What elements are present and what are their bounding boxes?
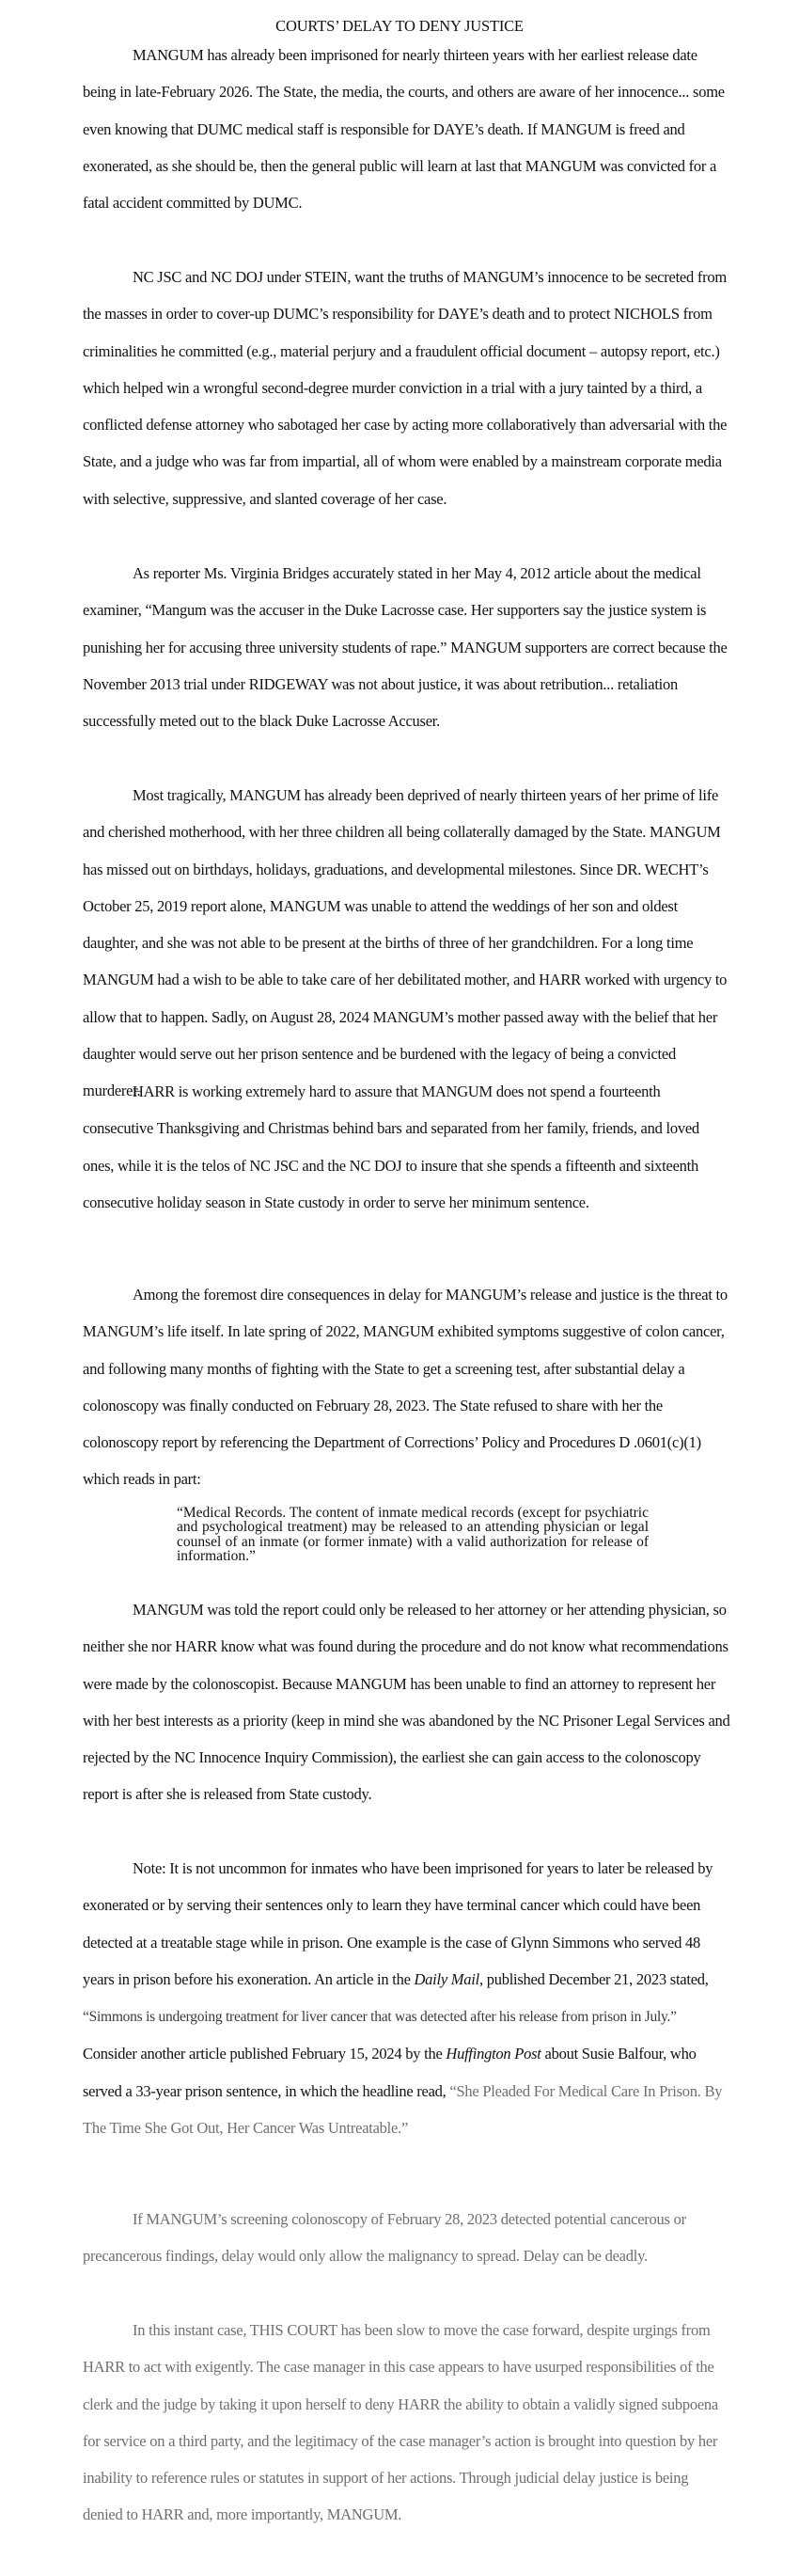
document-title: COURTS’ DELAY TO DENY JUSTICE	[275, 17, 524, 35]
paragraph-delay-deadly: If MANGUM’s screening colonoscopy of February 28, 2023 detected potential cancerous or precancerous findings, delay would only allow the malignancy to spread. Delay can be deadly.	[83, 2210, 686, 2266]
paragraph-colon-cancer: Among the foremost dire consequences in delay for MANGUM’s release and justice is the threat to MANGUM’s life itself. In late spring of 2022, MANGUM exhibited symptoms suggestive of colon cancer, and following many months of fighting with the State to get a screening test, after substantial delay a colonoscopy was finally conducted on February 28, 2023. The State refused to share with her the colonoscopy report by referencing the Department of Corrections’ Policy and Procedures D .0601(c)(1) which reads in part:	[83, 1286, 728, 1489]
publication-daily-mail: Daily Mail	[414, 1969, 479, 1988]
paragraph-holidays: HARR is working extremely hard to assure that MANGUM does not spend a fourteenth consecutive Thanksgiving and Christmas behind bars and separated from her family, friends, and loved ones, while it is the telos of NC JSC and the NC DOJ to insure that she spends a fifteenth and sixteenth consecutive holiday season in State custody in order to serve her minimum sentence.	[83, 1083, 699, 1211]
paragraph-deprived-motherhood: Most tragically, MANGUM has already been deprived of nearly thirteen years of her prime of life and cherished motherhood, with her three children all being collaterally damaged by the State. MANGUM has missed out on birthdays, holidays, graduations, and developmental milestones. Since DR. WECHT’s October 25, 2019 report alone, MANGUM was unable to attend the weddings of her son and oldest daughter, and she was not able to be present at the births of three of her grandchildren. For a long time MANGUM had a wish to be able to take care of her debilitated mother, and HARR worked with urgency to allow that to happen. Sadly, on August 28, 2024 MANGUM’s mother passed away with the belief that her daughter would serve out her prison sentence and be burdened with the legacy of being a convicted murderer.	[83, 786, 728, 1100]
headline-quote: “She Pleaded For Medical Care In Prison. By The Time She Got Out, Her Cancer Was Untreatable.”	[83, 2081, 723, 2138]
paragraph-cover-up: NC JSC and NC DOJ under STEIN, want the truths of MANGUM’s innocence to be secreted from the masses in order to cover-up DUMC’s responsibility for DAYE’s death and to protect NICHOLS from criminalities he committed (e.g., material perjury and a fraudulent official document – autopsy report, etc.) which helped win a wrongful second-degree murder conviction in a trial with a jury tainted by a third, a conflicted defense attorney who sabotaged her case by acting more collaboratively than adversarial with the State, and a judge who was far from impartial, all of whom were enabled by a mainstream corporate media with selective, suppressive, and slanted coverage of her case.	[83, 268, 728, 508]
note-text-1: Note: It is not uncommon for inmates who have been imprisoned for years to later be released by exonerated or by serving their sentences only to learn they have terminal cancer which could have been detected at a treatable stage while in prison. One example is the case of Glynn Simmons who served 48 years in prison before his exoneration. An article in the	[83, 1859, 713, 1988]
publication-huffington-post: Huffington Post	[446, 2045, 541, 2063]
note-text-2: , published December 21, 2023 stated,	[478, 1969, 709, 1988]
paragraph-release-date: MANGUM has already been imprisoned for nearly thirteen years with her earliest release date being in late-February 2026. The State, the media, the courts, and others are aware of her innocence... some even knowing that DUMC medical staff is responsible for DAYE’s death. If MANGUM is freed and exonerated, as she should be, then the general public will learn at last that MANGUM was convicted for a fatal accident committed by DUMC.	[83, 46, 725, 213]
paragraph-court-delay: In this instant case, THIS COURT has been slow to move the case forward, despite urgings from HARR to act with exigently. The case manager in this case appears to have usurped responsibilities of the clerk and the judge by taking it upon herself to deny HARR the ability to obtain a validly signed subpoena for service on a third party, and the legitimacy of the case manager’s action is brought into question by her inability to reference rules or statutes in support of her actions. Through judicial delay justice is being denied to HARR and, more importantly, MANGUM.	[83, 2321, 718, 2524]
note-text-3: Consider another article published February 15, 2024 by the	[83, 2045, 446, 2063]
paragraph-report-release: MANGUM was told the report could only be released to her attorney or her attending physician, so neither she nor HARR know what was found during the procedure and do not know what recommendations were made by the colonoscopist. Because MANGUM has been unable to find an attorney to represent her with her best interests as a priority (keep in mind she was abandoned by the NC Prisoner Legal Services and rejected by the NC Innocence Inquiry Commission), the earliest she can gain access to the colonoscopy report is after she is released from State custody.	[83, 1601, 730, 1804]
policy-block-quote: “Medical Records. The content of inmate medical records (except for psychiatric and psychological treatment) may be released to an attending physician or legal counsel of an inmate (or former inmate) with a valid authorization for release of information.”	[177, 1505, 649, 1564]
simmons-quote: “Simmons is undergoing treatment for liver cancer that was detected after his release from prison in July.”	[83, 2009, 677, 2026]
paragraph-bridges-article: As reporter Ms. Virginia Bridges accurately stated in her May 4, 2012 article about the medical examiner, “Mangum was the accuser in the Duke Lacrosse case. Her supporters say the justice system is punishing her for accusing three university students of rape.” MANGUM supporters are correct because the November 2013 trial under RIDGEWAY was not about justice, it was about retribution... retaliation successfully meted out to the black Duke Lacrosse Accuser.	[83, 564, 728, 731]
note-text-4: about Susie Balfour, who served a 33-year prison sentence, in which the headline read,	[83, 2045, 697, 2100]
paragraph-note-cancer-cases	[83, 1850, 731, 2146]
